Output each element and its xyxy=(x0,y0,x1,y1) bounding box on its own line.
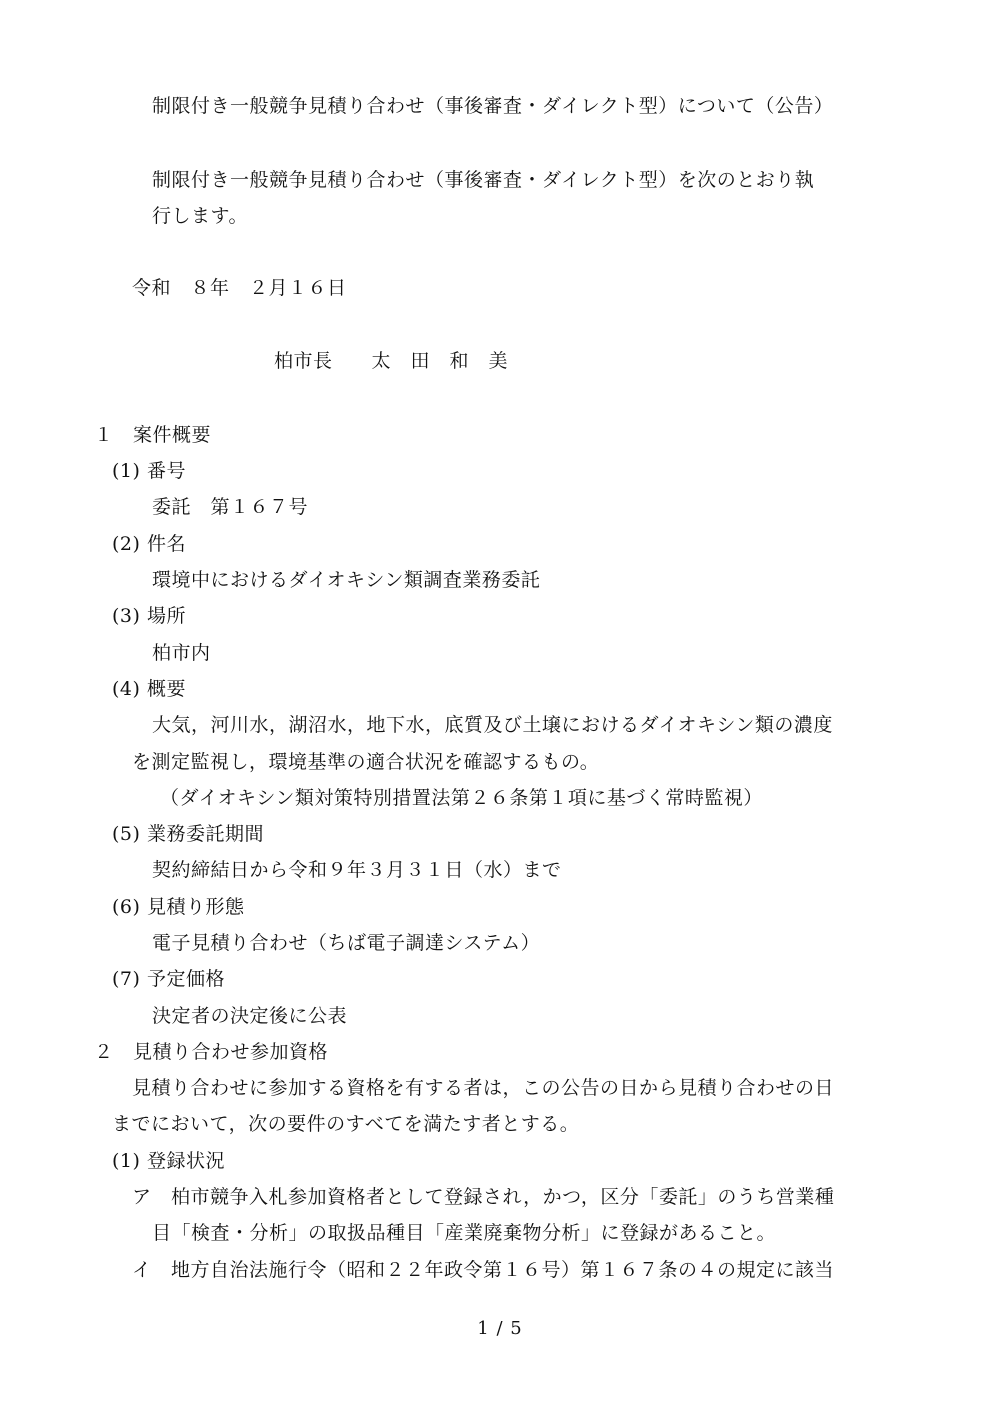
item-number-value: 委託 第１６７号 xyxy=(152,496,309,518)
item-place-label: (3) 場所 xyxy=(112,605,186,627)
item-name-value: 環境中におけるダイオキシン類調査業務委託 xyxy=(152,569,541,591)
item-form-label: (6) 見積り形態 xyxy=(112,896,245,918)
item-summary-line-1: 大気，河川水，湖沼水，地下水，底質及び土壌におけるダイオキシン類の濃度 xyxy=(152,714,833,736)
item-summary-line-3: （ダイオキシン類対策特別措置法第２６条第１項に基づく常時監視） xyxy=(160,787,763,809)
section-2-heading: ２ 見積り合わせ参加資格 xyxy=(94,1041,329,1063)
section-2-intro-line-2: までにおいて，次の要件のすべてを満たす者とする。 xyxy=(112,1113,580,1135)
item-name-label: (2) 件名 xyxy=(112,533,186,555)
document-title: 制限付き一般競争見積り合わせ（事後審査・ダイレクト型）について（公告） xyxy=(152,95,834,117)
item-price-value: 決定者の決定後に公表 xyxy=(152,1005,348,1027)
item-place-value: 柏市内 xyxy=(152,642,211,664)
issuer-name: 柏市長 太 田 和 美 xyxy=(274,350,509,372)
item-period-label: (5) 業務委託期間 xyxy=(112,823,264,845)
intro-line-2: 行します。 xyxy=(152,205,248,227)
item-period-value: 契約締結日から令和９年３月３１日（水）まで xyxy=(152,859,562,881)
item-summary-line-2: を測定監視し，環境基準の適合状況を確認するもの。 xyxy=(132,751,600,773)
item-number-label: (1) 番号 xyxy=(112,460,186,482)
section-1-heading: １ 案件概要 xyxy=(94,424,212,446)
section-2-intro-line-1: 見積り合わせに参加する資格を有する者は，この公告の日から見積り合わせの日 xyxy=(132,1077,835,1099)
intro-line-1: 制限付き一般競争見積り合わせ（事後審査・ダイレクト型）を次のとおり執 xyxy=(152,169,815,191)
requirement-b-line-1: イ 地方自治法施行令（昭和２２年政令第１６号）第１６７条の４の規定に該当 xyxy=(132,1259,835,1281)
item-summary-label: (4) 概要 xyxy=(112,678,186,700)
requirement-a-line-2: 目「検査・分析」の取扱品種目「産業廃棄物分析」に登録があること。 xyxy=(152,1222,777,1244)
notice-date: 令和 ８年 ２月１６日 xyxy=(132,277,347,299)
item-price-label: (7) 予定価格 xyxy=(112,968,225,990)
registration-label: (1) 登録状況 xyxy=(112,1150,225,1172)
requirement-a-line-1: ア 柏市競争入札参加資格者として登録され，かつ，区分「委託」のうち営業種 xyxy=(132,1186,835,1208)
item-form-value: 電子見積り合わせ（ちば電子調達システム） xyxy=(152,932,541,954)
page-number: 1 / 5 xyxy=(477,1318,523,1339)
